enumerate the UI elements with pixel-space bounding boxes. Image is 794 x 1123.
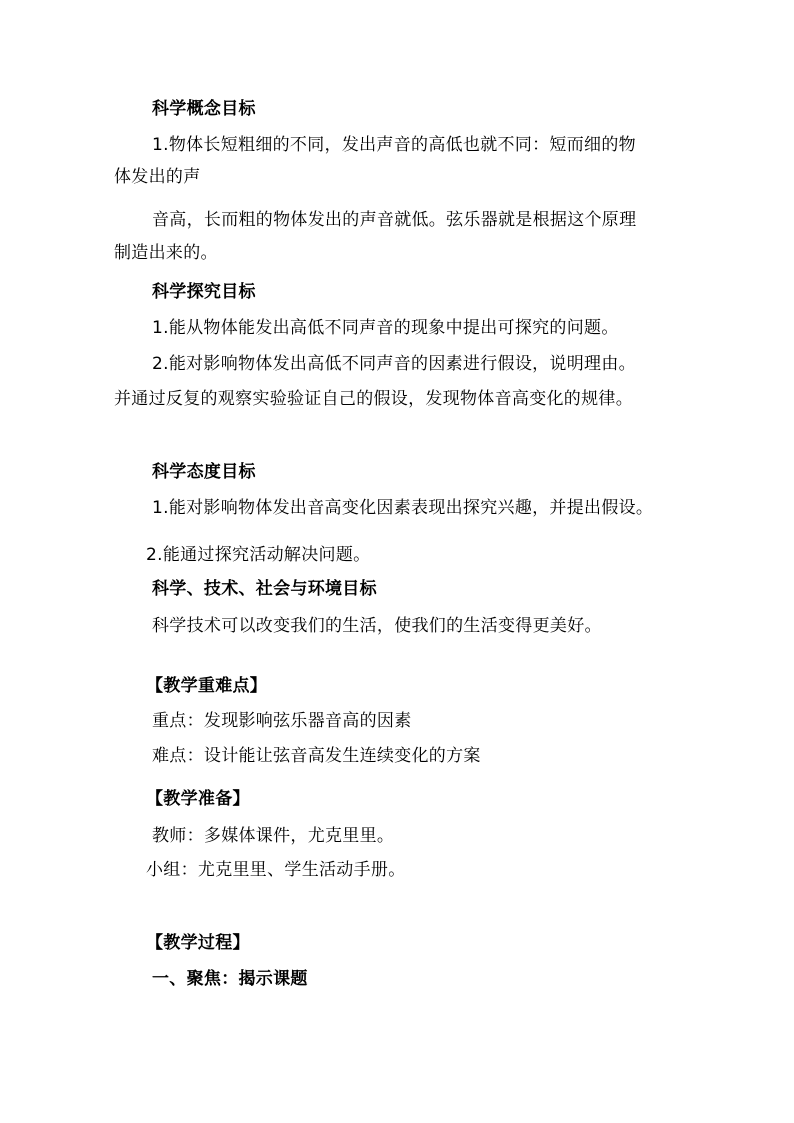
preparation-teacher: 教师：多媒体课件，尤克里里。: [152, 826, 395, 846]
attitude-item1: 1.能对影响物体发出音高变化因素表现出探究兴趣，并提出假设。: [152, 498, 654, 518]
inquiry-item2-line1: 2.能对影响物体发出高低不同声音的因素进行假设，说明理由。: [152, 354, 636, 374]
preparation-group: 小组：尤克里里、学生活动手册。: [146, 860, 406, 880]
sts-heading: 科学、技术、社会与环境目标: [152, 579, 377, 599]
preparation-heading: 【教学准备】: [146, 789, 250, 809]
process-heading: 【教学过程】: [146, 933, 250, 953]
inquiry-heading: 科学探究目标: [152, 282, 256, 302]
concept-item1-line4: 制造出来的。: [114, 243, 218, 263]
concept-item1-line2: 体发出的声: [114, 167, 201, 187]
process-step1: 一、聚焦：揭示课题: [152, 969, 308, 989]
concept-heading: 科学概念目标: [152, 99, 256, 119]
keypoints-heading: 【教学重难点】: [146, 676, 268, 696]
sts-item1: 科学技术可以改变我们的生活，使我们的生活变得更美好。: [152, 616, 602, 636]
attitude-item2: 2.能通过探究活动解决问题。: [146, 545, 371, 565]
concept-item1-line3: 音高，长而粗的物体发出的声音就低。弦乐器就是根据这个原理: [152, 210, 637, 230]
keypoints-focus: 重点：发现影响弦乐器音高的因素: [152, 711, 412, 731]
attitude-heading: 科学态度目标: [152, 462, 256, 482]
keypoints-difficulty: 难点：设计能让弦音高发生连续变化的方案: [152, 746, 481, 766]
concept-item1-line1: 1.物体长短粗细的不同，发出声音的高低也就不同：短而细的物: [152, 135, 636, 155]
inquiry-item2-line2: 并通过反复的观察实验验证自己的假设，发现物体音高变化的规律。: [114, 389, 633, 409]
inquiry-item1: 1.能从物体能发出高低不同声音的现象中提出可探究的问题。: [152, 318, 619, 338]
